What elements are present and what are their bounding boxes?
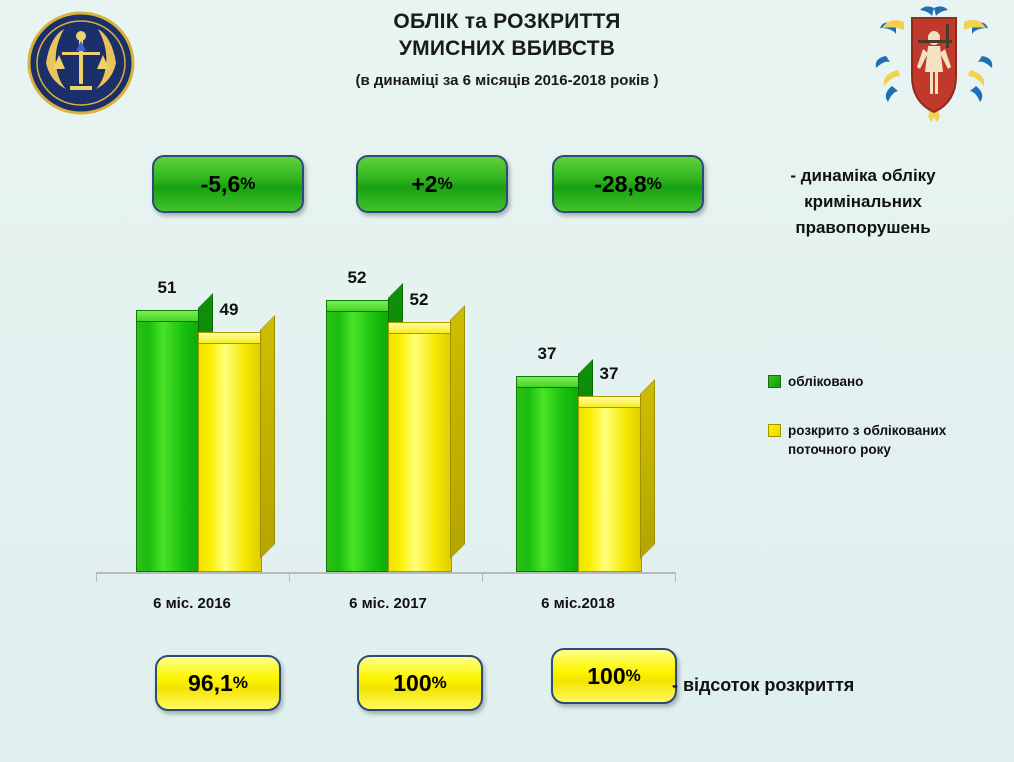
bar-2018-solved (578, 396, 640, 572)
title-line-2: УМИСНИХ ВБИВСТВ (398, 37, 616, 60)
bar-value-2018-solved: 37 (599, 364, 619, 383)
dynamics-value-2017: +2 (411, 170, 438, 197)
solved-percent-badge-2017 (357, 655, 483, 711)
legend-label-solved-line2: поточного року (788, 442, 891, 457)
solved-percent-unit-2017: % (431, 673, 447, 692)
solved-percent-value-2016: 96,1 (188, 669, 233, 696)
category-label-2017: 6 міс. 2017 (349, 595, 427, 612)
solved-percent-value-2017: 100 (393, 669, 432, 696)
legend-label-solved: розкрито з облікованих (788, 423, 947, 438)
legend-item-registered (768, 372, 1008, 391)
prosecutor-emblem-icon (26, 8, 136, 118)
bar-2016-solved (198, 332, 260, 572)
category-label-2016: 6 міс. 2016 (153, 595, 231, 612)
axis-tick-0 (96, 573, 97, 582)
title-line-1: ОБЛІК та РОЗКРИТТЯ (393, 10, 621, 33)
bar-value-2016-solved: 49 (219, 300, 239, 319)
chart-axis-line (96, 572, 676, 574)
dynamics-unit-2018: % (646, 174, 662, 193)
bar-2016-registered (136, 310, 198, 572)
bar-front-face (388, 333, 452, 572)
bar-front-face (326, 311, 390, 572)
bar-2017-registered (326, 300, 388, 572)
zaporizhzhia-coat-of-arms-icon (874, 4, 994, 122)
dynamics-unit-2017: % (437, 174, 453, 193)
axis-tick-2 (482, 573, 483, 582)
bar-value-2016-registered: 51 (157, 278, 177, 297)
dynamics-badge-2016 (152, 155, 304, 213)
dynamics-unit-2016: % (240, 174, 256, 193)
legend-swatch-green-icon (768, 375, 781, 388)
dynamics-value-2016: -5,6 (200, 170, 241, 197)
dynamics-value-2018: -28,8 (594, 170, 647, 197)
title-subtitle: (в динаміці за 6 місяців 2016-2018 років ) (355, 72, 659, 89)
bar-front-face (578, 407, 642, 572)
axis-tick-3 (675, 573, 676, 582)
bar-2018-registered (516, 376, 578, 572)
bar-front-face (198, 343, 262, 572)
solved-percent-badge-2018 (551, 648, 677, 704)
solved-percent-unit-2018: % (625, 666, 641, 685)
bar-chart (96, 250, 696, 620)
dynamics-annotation (722, 163, 1004, 241)
bar-value-2017-solved: 52 (409, 290, 429, 309)
legend-label-registered: обліковано (788, 374, 864, 389)
bar-value-2018-registered: 37 (537, 344, 557, 363)
bar-front-face (136, 321, 200, 572)
dynamics-annotation-line-2: кримінальних (804, 192, 922, 211)
bar-value-2017-registered: 52 (347, 268, 367, 287)
axis-tick-1 (289, 573, 290, 582)
legend-item-solved (768, 421, 1008, 459)
bar-side-face (450, 305, 465, 559)
bar-front-face (516, 387, 580, 572)
category-label-2018: 6 міс.2018 (541, 595, 615, 612)
page-title (197, 8, 817, 89)
solved-percent-unit-2016: % (232, 673, 248, 692)
dynamics-annotation-line-1: - динаміка обліку (790, 166, 936, 185)
dynamics-annotation-line-3: правопорушень (795, 218, 931, 237)
dynamics-badge-2018 (552, 155, 704, 213)
solved-percent-value-2018: 100 (587, 662, 626, 689)
dynamics-badge-2017 (356, 155, 508, 213)
chart-legend (768, 372, 1008, 489)
legend-swatch-yellow-icon (768, 424, 781, 437)
solved-percent-badge-2016 (155, 655, 281, 711)
bar-2017-solved (388, 322, 450, 572)
solved-percent-annotation: - відсоток розкриття (672, 675, 855, 695)
bar-side-face (640, 379, 655, 559)
bar-side-face (260, 315, 275, 559)
